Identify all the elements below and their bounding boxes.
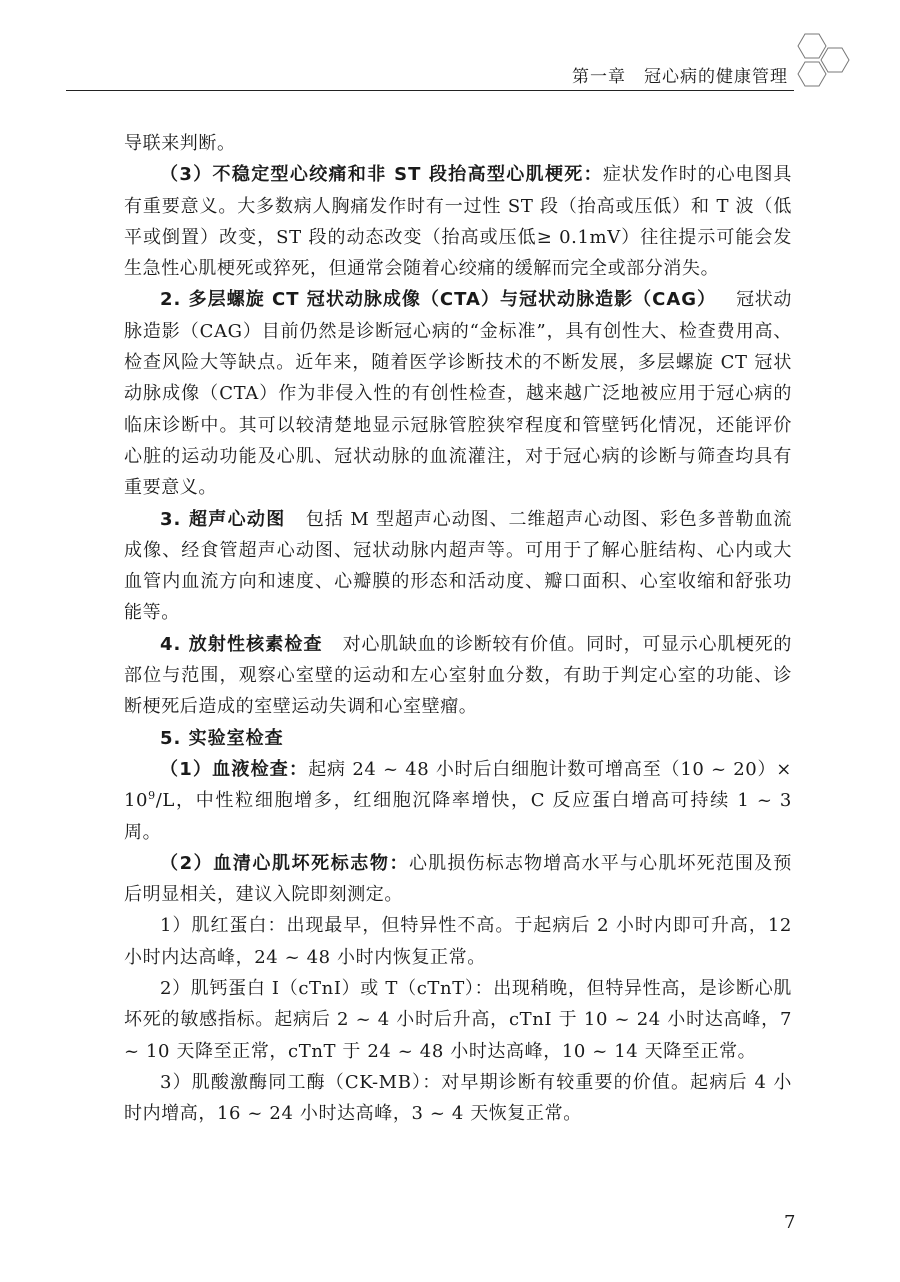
paragraph-troponin: 2）肌钙蛋白 I（cTnI）或 T（cTnT）：出现稍晚，但特异性高，是诊断心肌坏死的敏感指标。起病后 2 ~ 4 小时后升高，cTnI 于 10 ~ 24 小时达高峰，7 ~ 10 天降至正常，cTnT 于 24 ~ 48 小时达高峰，10 ~ 14 天降至正常。	[124, 978, 792, 1062]
subheading-serum-markers: （2）血清心肌坏死标志物：	[160, 852, 410, 874]
paragraph-cta-cag	[124, 284, 792, 503]
chapter-title: 第一章 冠心病的健康管理	[572, 67, 788, 87]
hexagon-decoration-icon	[770, 28, 860, 100]
paragraph-text: 对心肌缺血的诊断较有价值。同时，可显示心肌梗死的部位与范围，观察心室壁的运动和左心室射血分数，有助于判定心室的功能、诊断梗死后造成的室壁运动失调和心室壁瘤。	[124, 633, 792, 718]
paragraph-continuation: 导联来判断。	[124, 133, 236, 154]
paragraph-myoglobin: 1）肌红蛋白：出现最早，但特异性不高。于起病后 2 小时内即可升高，12 小时内达高峰，24 ~ 48 小时内恢复正常。	[124, 915, 792, 968]
page-body	[124, 128, 792, 1130]
paragraph-radionuclide	[124, 629, 792, 723]
paragraph-unstable-angina	[124, 159, 792, 284]
paragraph-text: /L，中性粒细胞增多，红细胞沉降率增快，C 反应蛋白增高可持续 1 ~ 3 周。	[124, 790, 792, 843]
paragraph-text: 症状发作时的心电图具有重要意义。大多数病人胸痛发作时有一过性 ST 段（抬高或压低）和 T 波（低平或倒置）改变，ST 段的动态改变（抬高或压低≥ 0.1mV）往往提示可能会发生急性心肌梗死或猝死，但通常会随着心绞痛的缓解而完全或部分消失。	[124, 164, 792, 280]
paragraph-lab-tests	[124, 723, 792, 754]
paragraph-blood-test	[124, 754, 792, 848]
header-rule	[66, 90, 794, 91]
subheading-blood-test: （1）血液检查：	[160, 758, 309, 780]
paragraph-text: 心肌损伤标志物增高水平与心肌坏死范围及预后明显相关，建议入院即刻测定。	[124, 852, 792, 906]
section-heading-echocardiography: 3. 超声心动图	[160, 508, 286, 530]
paragraph-text: 起病 24 ~ 48 小时后白细胞计数可增高至（10 ~ 20）× 10	[124, 758, 792, 812]
paragraph-text: 包括 M 型超声心动图、二维超声心动图、彩色多普勒血流成像、经食管超声心动图、冠状动脉内超声等。可用于了解心脏结构、心内或大血管内血流方向和速度、心瓣膜的形态和活动度、瓣口面积、心室收缩和舒张功能等。	[124, 508, 792, 624]
section-heading-cta-cag: 2. 多层螺旋 CT 冠状动脉成像（CTA）与冠状动脉造影（CAG）	[160, 289, 717, 311]
paragraph-serum-markers	[124, 848, 792, 911]
section-heading-radionuclide: 4. 放射性核素检查	[160, 633, 323, 655]
paragraph-text: 冠状动脉造影（CAG）目前仍然是诊断冠心病的“金标准”，具有创性大、检查费用高、检查风险大等缺点。近年来，随着医学诊断技术的不断发展，多层螺旋 CT 冠状动脉成像（CTA）作为非侵入性的有创性检查，越来越广泛地被应用于冠心病的临床诊断中。其可以较清楚地显示冠脉管腔狭窄程度和管壁钙化情况，还能评价心脏的运动功能及心肌、冠状动脉的血流灌注，对于冠心病的诊断与筛查均具有重要意义。	[124, 289, 792, 499]
page-number: 7	[784, 1212, 796, 1233]
paragraph-echocardiography	[124, 504, 792, 629]
page-header	[0, 0, 900, 110]
superscript: 9	[148, 789, 156, 803]
subheading-unstable-angina: （3）不稳定型心绞痛和非 ST 段抬高型心肌梗死：	[160, 164, 603, 186]
section-heading-lab-tests: 5. 实验室检查	[160, 727, 284, 749]
paragraph-ck-mb: 3）肌酸激酶同工酶（CK-MB）：对早期诊断有较重要的价值。起病后 4 小时内增高，16 ~ 24 小时达高峰，3 ~ 4 天恢复正常。	[124, 1071, 792, 1125]
